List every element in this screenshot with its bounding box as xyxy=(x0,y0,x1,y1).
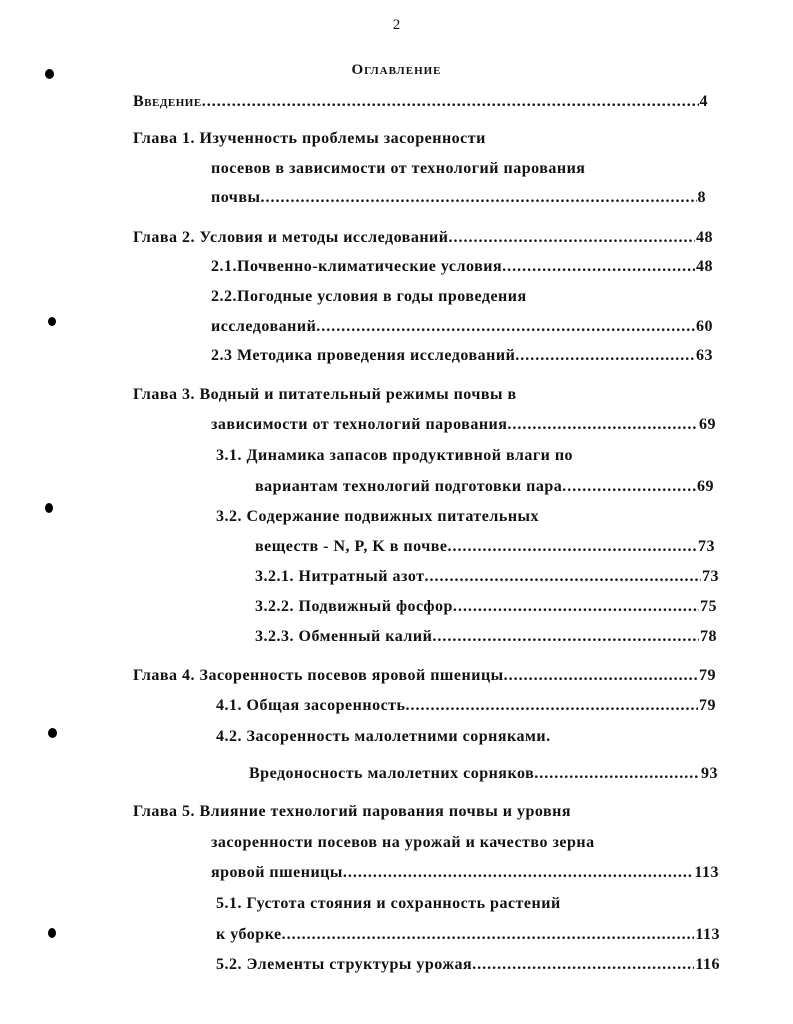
toc-entry[interactable] xyxy=(133,665,716,687)
toc-entry-label: Глава 2. Условия и методы исследований xyxy=(133,229,449,246)
scan-hole-mark xyxy=(48,928,56,938)
toc-entry[interactable] xyxy=(133,128,486,150)
toc-entry-label: 3.2.3. Обменный калий xyxy=(255,628,433,645)
toc-entry-label: 3.1. Динамика запасов продуктивной влаги по xyxy=(216,447,574,464)
toc-entry-label: 4.2. Засоренность малолетними сорняками. xyxy=(216,728,551,745)
toc-entry-page: 69 xyxy=(697,478,714,495)
toc-entry[interactable] xyxy=(255,536,715,558)
toc-entry-page: 60 xyxy=(696,318,713,335)
toc-entry[interactable] xyxy=(255,596,717,618)
toc-entry-label: вариантам технологий подготовки пара xyxy=(255,478,563,495)
toc-entry[interactable] xyxy=(216,695,716,717)
toc-entry-page: 48 xyxy=(696,229,713,246)
page-number: 2 xyxy=(392,17,401,33)
toc-entry-page: 73 xyxy=(698,538,715,555)
toc-entry-label: веществ - N, P, K в почве xyxy=(255,538,448,555)
toc-entry-page: 93 xyxy=(701,765,718,782)
toc-entry-page: 75 xyxy=(700,598,717,615)
scan-hole-mark xyxy=(45,69,54,79)
toc-entry-page: 113 xyxy=(695,926,720,943)
toc-entry-page: 78 xyxy=(700,628,717,645)
toc-entry-page: 79 xyxy=(699,667,716,684)
toc-entry-label: 3.2.1. Нитратный азот xyxy=(255,568,425,585)
toc-entry[interactable] xyxy=(133,91,708,113)
toc-entry[interactable] xyxy=(211,832,595,854)
toc-entry[interactable] xyxy=(133,801,571,823)
toc-entry-page: 79 xyxy=(699,697,716,714)
page-title: Оглавление xyxy=(351,62,442,78)
toc-entry-label: 5.1. Густота стояния и сохранность растений xyxy=(216,895,561,912)
toc-entry-page: 4 xyxy=(699,93,708,110)
toc-entry-page: 63 xyxy=(696,347,713,364)
toc-entry[interactable] xyxy=(216,954,720,976)
toc-entry[interactable] xyxy=(211,316,713,338)
toc-entry-label: Вредоносность малолетних сорняков xyxy=(249,765,535,782)
toc-entry-page: 116 xyxy=(695,956,720,973)
toc-entry-label: исследований xyxy=(211,318,317,335)
scan-hole-mark xyxy=(48,317,56,326)
toc-entry-label: к уборке xyxy=(216,926,282,943)
toc-entry[interactable] xyxy=(211,286,527,308)
toc-entry-label: посевов в зависимости от технологий парования xyxy=(211,160,586,177)
toc-entry-label: 2.2.Погодные условия в годы проведения xyxy=(211,288,527,305)
toc-entry[interactable] xyxy=(133,227,713,249)
toc-entry-label: почвы xyxy=(211,189,261,206)
scan-hole-mark xyxy=(48,728,57,738)
toc-entry-label: Глава 5. Влияние технологий парования почвы и уровня xyxy=(133,803,572,820)
toc-entry[interactable] xyxy=(211,256,713,278)
toc-entry[interactable] xyxy=(133,384,517,406)
toc-entry[interactable] xyxy=(216,893,561,915)
toc-entry[interactable] xyxy=(255,476,714,498)
toc-entry-label: засоренности посевов на урожай и качество зерна xyxy=(211,834,595,851)
toc-entry-label: 5.2. Элементы структуры урожая xyxy=(216,956,473,973)
toc-entry[interactable] xyxy=(211,345,713,367)
toc-entry[interactable] xyxy=(216,924,720,946)
toc-entry-label: Глава 1. Изученность проблемы засоренности xyxy=(133,130,486,147)
toc-entry[interactable] xyxy=(211,414,716,436)
toc-entry-label: 2.1.Почвенно-климатические условия xyxy=(211,258,503,275)
toc-entry[interactable] xyxy=(216,506,539,528)
toc-entry-label: Глава 4. Засоренность посевов яровой пшеницы xyxy=(133,667,504,684)
toc-entry[interactable] xyxy=(211,862,719,884)
toc-entry[interactable] xyxy=(216,726,551,748)
toc-entry-label: 4.1. Общая засоренность xyxy=(216,697,406,714)
toc-entry[interactable] xyxy=(211,158,585,180)
toc-entry-page: 73 xyxy=(702,568,719,585)
toc-entry-label: 3.2.2. Подвижный фосфор xyxy=(255,598,453,615)
toc-entry-label: 2.3 Методика проведения исследований xyxy=(211,347,516,364)
toc-entry-label: яровой пшеницы xyxy=(211,864,343,881)
toc-entry-page: 113 xyxy=(694,864,719,881)
toc-entry-page: 69 xyxy=(699,416,716,433)
toc-entry-label: зависимости от технологий парования xyxy=(211,416,508,433)
toc-entry[interactable] xyxy=(255,566,719,588)
toc-entry-page: 48 xyxy=(696,258,713,275)
toc-entry[interactable] xyxy=(255,626,717,648)
toc-entry-label: 3.2. Содержание подвижных питательных xyxy=(216,508,540,525)
toc-entry[interactable] xyxy=(211,187,706,209)
scan-hole-mark xyxy=(45,503,53,513)
toc-entry[interactable] xyxy=(249,763,718,785)
toc-entry[interactable] xyxy=(216,445,573,467)
toc-entry-label: Введение xyxy=(133,93,202,110)
toc-entry-page: 8 xyxy=(697,189,706,206)
toc-entry-label: Глава 3. Водный и питательный режимы почвы в xyxy=(133,386,517,403)
